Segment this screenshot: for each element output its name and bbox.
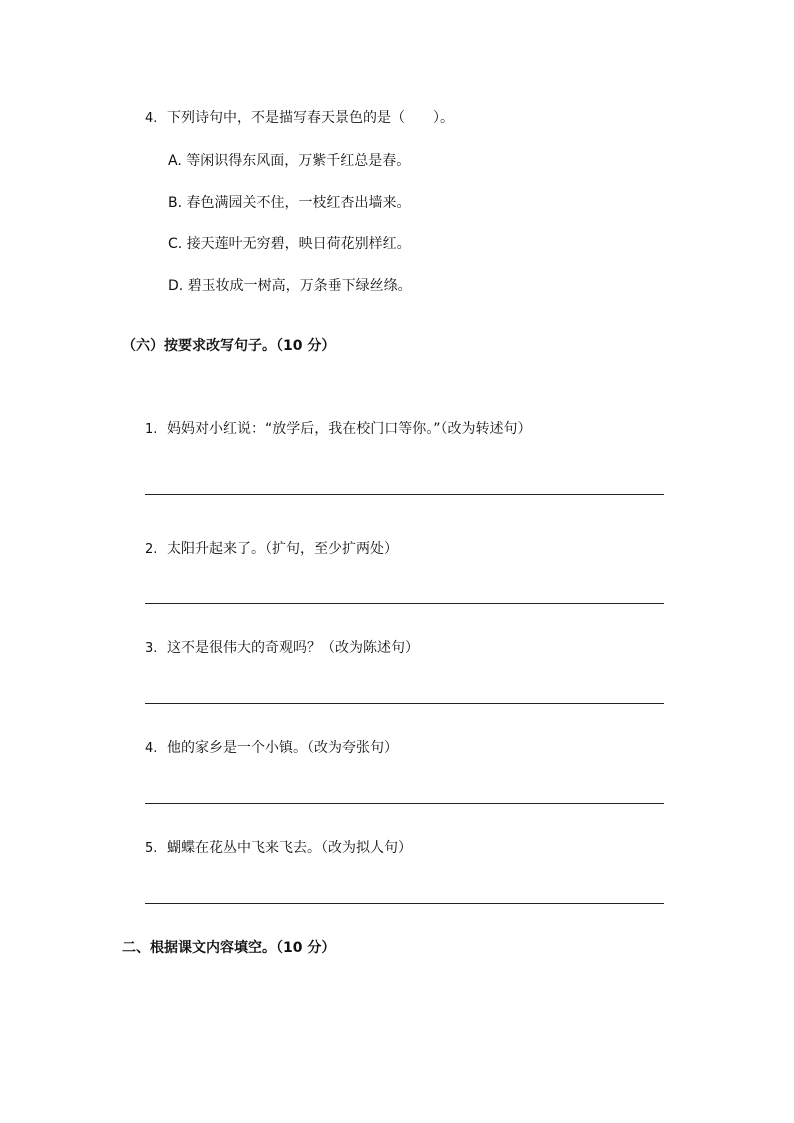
item-number: 2. [145,542,158,557]
option-letter: B. [168,195,183,211]
option-letter: C. [168,236,183,252]
option-text: 等闲识得东风面，万紫千红总是春。 [186,153,411,169]
question-number: 4. [145,111,158,126]
option-text: 春色满园关不住，一枝红杏出墙来。 [186,195,411,211]
section-6-title: （六）按要求改写句子。（10 分） [122,338,336,354]
answer-line-4[interactable] [145,803,664,804]
item-text: 太阳升起来了。（扩句，至少扩两处） [167,541,398,557]
option-text: 碧玉妆成一树高，万条垂下绿丝绦。 [187,278,412,294]
item-number: 3. [145,641,158,656]
item-number: 1. [145,422,158,437]
answer-line-2[interactable] [145,603,664,604]
answer-line-3[interactable] [145,703,664,704]
question-text: 下列诗句中，不是描写春天景色的是（ ）。 [167,110,454,126]
item-text: 蝴蝶在花丛中飞来飞去。（改为拟人句） [167,840,412,856]
option-text: 接天莲叶无穷碧，映日荷花别样红。 [186,236,411,252]
item-number: 5. [145,841,158,856]
option-c [168,233,411,253]
item-text: 他的家乡是一个小镇。（改为夸张句） [167,740,398,756]
item-text: 这不是很伟大的奇观吗？（改为陈述句） [167,640,419,656]
option-letter: D. [168,278,184,294]
rewrite-item-1 [145,418,532,438]
question-4 [145,107,454,127]
option-b [168,192,411,212]
option-d [168,275,412,295]
rewrite-item-2 [145,538,398,558]
section-2-title: 二、根据课文内容填空。（10 分） [122,940,336,956]
option-letter: A. [168,153,182,169]
item-number: 4. [145,741,158,756]
rewrite-item-3 [145,637,419,657]
rewrite-item-4 [145,737,398,757]
answer-line-5[interactable] [145,903,664,904]
answer-line-1[interactable] [145,494,664,495]
option-a [168,150,410,170]
item-text: 妈妈对小红说：“放学后，我在校门口等你。”（改为转述句） [167,421,532,437]
rewrite-item-5 [145,837,412,857]
